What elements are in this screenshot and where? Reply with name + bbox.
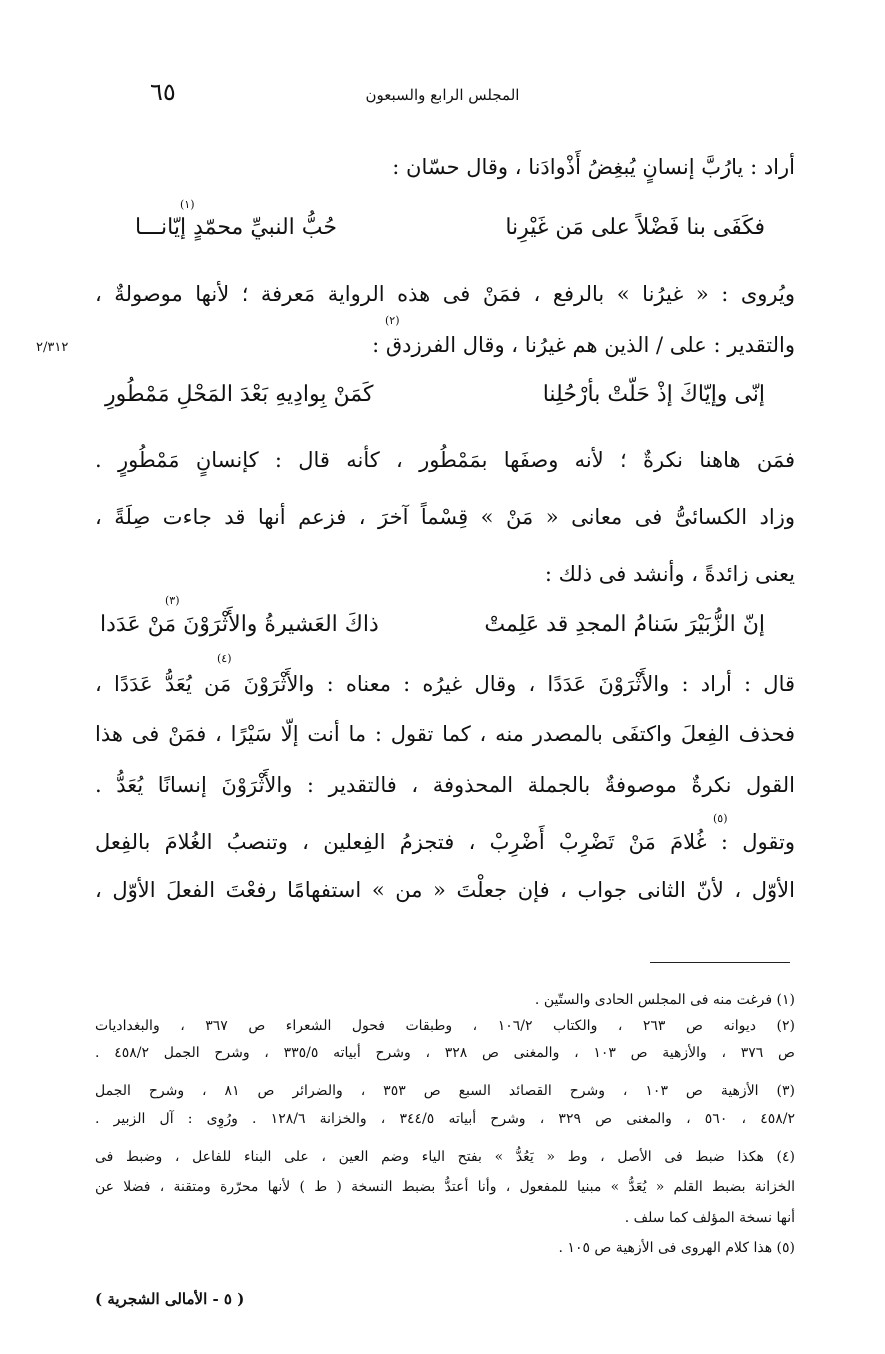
verse-hemistich: كَمَنْ بِوادِيهِ بَعْدَ المَحْلِ مَمْطُورِ xyxy=(105,382,374,407)
text-line: وتقول : غُلامَ مَنْ تَضْرِبْ أَضْرِبْ ، فتجزمُ الفِعلين ، وتنصبُ الغُلامَ بالفِعل xyxy=(95,830,795,854)
footnote-mark: (٢) xyxy=(385,314,400,327)
footnote-mark: (٤) xyxy=(217,652,232,665)
footnote: الخزانة بضبط القلم « يُعَدُّ » مبنيا للمفعول ، وأنا أعتدُّ بضبط النسخة ( ط ) لأنها محرّرة ومتقنة ، فضلا عن xyxy=(95,1179,795,1195)
text-line: قال : أراد : والأَثْرَوْنَ عَدَدًا ، وقال غيرُه : معناه : والأَثْرَوْنَ مَن يُعَدُّ عَدَدًا ، xyxy=(95,672,795,696)
footnote-mark: (٣) xyxy=(165,594,180,607)
text-line: القول نكرةٌ موصوفةٌ بالجملة المحذوفة ، فالتقدير : والأَثْرَوْنَ إنسانًا يُعَدُّ . xyxy=(95,773,795,797)
verse-hemistich: فكَفَى بنا فَضْلاً على مَن غَيْرِنا xyxy=(505,215,765,240)
verse-hemistich: حُبُّ النبيِّ محمّدٍ إيّانـــا xyxy=(135,215,337,240)
footnote-mark: (١) xyxy=(180,198,195,211)
footnote: أنها نسخة المؤلف كما سلف . xyxy=(624,1210,795,1226)
footnote: (٢) ديوانه ص ٢٦٣ ، والكتاب ١٠٦/٢ ، وطبقات فحول الشعراء ص ٣٦٧ ، والبغداديات xyxy=(95,1018,796,1034)
text-line: والتقدير : على / الذين هم غيرُنا ، وقال الفرزدق : xyxy=(372,333,795,357)
footnote: (١) فرغت منه فى المجلس الحادى والستّين . xyxy=(534,992,795,1008)
footnote: (٥) هذا كلام الهروى فى الأزهية ص ١٠٥ . xyxy=(558,1240,795,1256)
footnote: (٤) هكذا ضبط فى الأصل ، وط « يَعُدُّ » بفتح الياء وضم العين ، على البناء للفاعل ، وضبط فى xyxy=(95,1149,795,1165)
text-line: الأوّل ، لأنّ الثانى جواب ، فإن جعلْتَ « من » استفهامًا رفعْتَ الفعلَ الأوّل ، xyxy=(95,878,795,902)
running-head: المجلس الرابع والسبعون xyxy=(365,86,520,104)
text-line: وزاد الكسائىُّ فى معانى « مَنْ » قِسْماً آخرَ ، فزعم أنها قد جاءت صِلَةً ، xyxy=(95,505,795,529)
footnote-mark: (٥) xyxy=(713,812,728,825)
verse-hemistich: ذاكَ العَشيرةُ والأَثْرَوْنَ مَنْ عَدَدا xyxy=(100,612,379,637)
text-line: أراد : يارُبَّ إنسانٍ يُبغِضُ أَذْوادَنا ، وقال حسّان : xyxy=(392,155,795,179)
margin-note: ٢/٣١٢ xyxy=(36,340,69,355)
page-number: ٦٥ xyxy=(150,78,176,106)
signature-line: ( ٥ - الأمالى الشجرية ) xyxy=(95,1290,245,1308)
verse-hemistich: إنّى وإيّاكَ إذْ حَلّتْ بأرْحُلِنا xyxy=(542,382,765,407)
page-header xyxy=(95,78,790,112)
footnote: (٣) الأزهية ص ١٠٣ ، وشرح القصائد السبع ص ٣٥٣ ، والضرائر ص ٨١ ، وشرح الجمل xyxy=(95,1083,795,1099)
footnote: ص ٣٧٦ ، والأزهية ص ١٠٣ ، والمغنى ص ٣٢٨ ، وشرح أبياته ٣٣٥/٥ ، وشرح الجمل ٤٥٨/٢ . xyxy=(95,1045,795,1061)
text-line: يعنى زائدةً ، وأنشد فى ذلك : xyxy=(544,562,795,586)
verse-hemistich: إنّ الزُّبَيْرَ سَنامُ المجدِ قد عَلِمتْ xyxy=(484,612,765,637)
footnote: ٤٥٨/٢ ، ٥٦٠ ، والمغنى ص ٣٢٩ ، وشرح أبياته ٣٤٤/٥ ، والخزانة ١٢٨/٦ . ورُوِى : آل الزبير . xyxy=(95,1111,796,1127)
text-line: فحذف الفِعلَ واكتفَى بالمصدر منه ، كما تقول : ما أنت إلّا سَيْرًا ، فمَنْ فى هذا xyxy=(95,722,795,746)
footnote-separator xyxy=(650,962,790,963)
text-line: ويُروى : « غيرُنا » بالرفع ، فمَنْ فى هذه الرواية مَعرفة ؛ لأنها موصولةٌ ، xyxy=(95,282,795,306)
text-line: فمَن هاهنا نكرةٌ ؛ لأنه وصفَها بمَمْطُور ، كأنه قال : كإنسانٍ مَمْطُورٍ . xyxy=(95,448,795,472)
